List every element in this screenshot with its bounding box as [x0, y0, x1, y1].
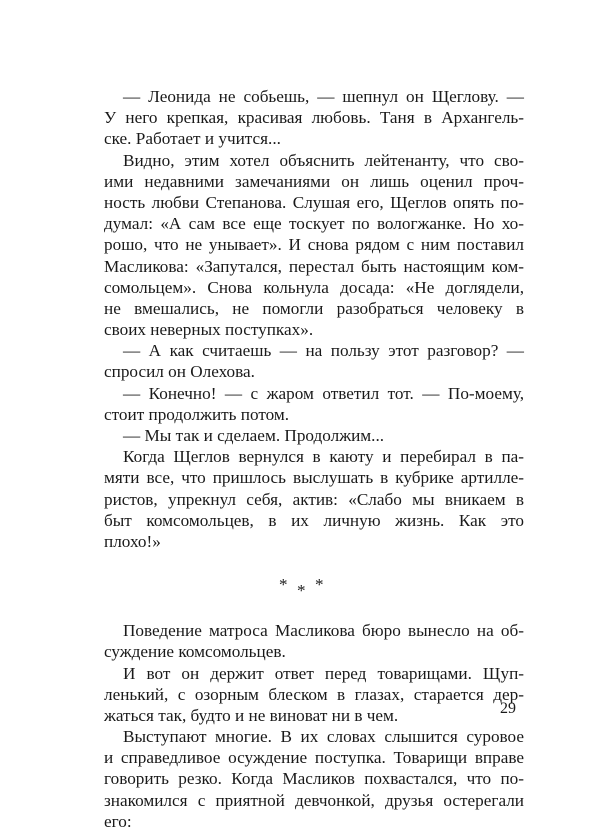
text-line: — Конечно! — с жаром ответил тот. — По-моему,: [123, 383, 524, 403]
text-line: Когда Щеглов вернулся в каюту и перебирал в па-: [123, 447, 524, 467]
text-line: суждение комсомольцев.: [104, 642, 286, 662]
text-line: жаться так, будто и не виноват ни в чем.: [104, 705, 399, 725]
text-line: Масликова: «Запутался, перестал быть настоящим ком-: [104, 256, 524, 276]
text-line: плохо!»: [104, 531, 161, 551]
text-line: Видно, этим хотел объяснить лейтенанту, что сво-: [123, 150, 524, 170]
spacer: [104, 552, 524, 574]
asterisk: *: [297, 581, 306, 601]
paragraph: [104, 620, 524, 662]
section-break-asterism: [104, 574, 524, 601]
text-line: думал: «А сам все еще тоскует по вологжанке. Но хо-: [104, 214, 524, 234]
text-line: рошо, что не унывает». И снова рядом с ним поставил: [104, 235, 524, 255]
text-line: не вмешались, не помогли разобраться человеку в: [104, 298, 524, 318]
text-line: стоит продолжить потом.: [104, 404, 290, 424]
paragraph: [104, 340, 524, 382]
text-line: сомольцем». Снова кольнула досада: «Не доглядели,: [104, 277, 524, 297]
text-line: Поведение матроса Масликова бюро вынесло на об-: [123, 621, 524, 641]
page-number: 29: [500, 700, 516, 717]
text-line: — Леонида не собьешь, — шепнул он Щеглову. —: [123, 87, 524, 106]
text-line: и справедливое осуждение поступка. Товарищи вправе: [104, 748, 524, 768]
paragraph: [104, 425, 524, 446]
text-line: говорить резко. Когда Масликов похвастался, что по-: [104, 769, 524, 789]
text-line: — Мы так и сделаем. Продолжим...: [123, 426, 385, 445]
text-line: мяти все, что пришлось выслушать в кубрике артилле-: [104, 468, 524, 488]
text-line: — А как считаешь — на пользу этот разговор? —: [123, 341, 524, 361]
paragraph: [104, 150, 524, 341]
text-line: ристов, упрекнул себя, актив: «Слабо мы вникаем в: [104, 489, 524, 509]
paragraph: [104, 86, 524, 150]
text-line: быт комсомольцев, в их личную жизнь. Как это: [104, 510, 524, 530]
paragraph: [104, 446, 524, 552]
text-line: ность любви Степанова. Слушая его, Щеглов опять по-: [104, 192, 524, 212]
text-line: ленький, с озорным блеском в глазах, старается дер-: [104, 684, 524, 704]
paragraph: [104, 383, 524, 425]
asterisk: *: [315, 575, 324, 595]
text-line: его:: [104, 811, 132, 831]
text-line: знакомился с приятной девчонкой, друзья остерегали: [104, 790, 524, 810]
paragraph: [104, 663, 524, 727]
text-line: ске. Работает и учится...: [104, 129, 281, 149]
book-page-body: [104, 86, 524, 832]
paragraph: [104, 726, 524, 832]
spacer: [104, 596, 524, 620]
text-line: ими недавними замечаниями он лишь оценил проч-: [104, 171, 524, 191]
text-line: У него крепкая, красивая любовь. Таня в Архангель-: [104, 108, 524, 128]
text-line: своих неверных поступках».: [104, 320, 314, 340]
text-line: И вот он держит ответ перед товарищами. Щуп-: [123, 663, 524, 683]
text-line: спросил он Олехова.: [104, 362, 255, 382]
text-line: Выступают многие. В их словах слышится суровое: [123, 727, 524, 747]
asterisk: *: [279, 575, 288, 595]
